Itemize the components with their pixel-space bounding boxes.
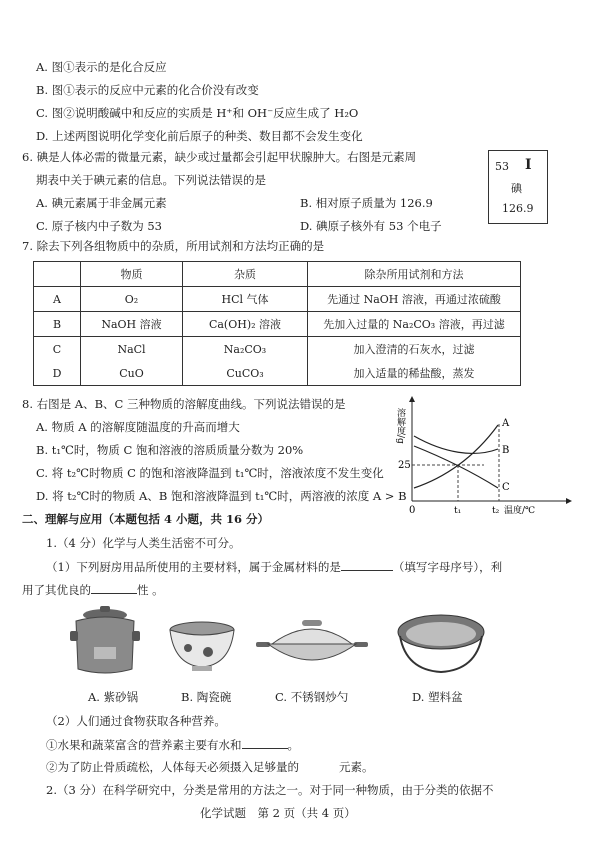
item-caption-c: C. 不锈钢炒勺 <box>275 690 349 704</box>
table-header-cell <box>34 262 81 287</box>
table-header-cell: 杂质 <box>183 262 308 287</box>
item-caption-b: B. 陶瓷碗 <box>181 690 232 704</box>
q7-stem: 7. 除去下列各组物质中的杂质，所用试剂和方法均正确的是 <box>22 239 325 253</box>
table-cell: Ca(OH)₂ 溶液 <box>183 312 308 337</box>
curve-a <box>414 425 498 488</box>
origin-label: 0 <box>409 505 416 516</box>
table-cell: 加入澄清的石灰水，过滤 <box>308 337 521 362</box>
item-caption-a: A. 紫砂锅 <box>88 690 139 704</box>
table-cell: HCl 气体 <box>183 287 308 312</box>
y-axis-label: 溶解度/g <box>395 408 405 444</box>
atomic-number: 53 <box>495 160 509 173</box>
q7-table <box>33 261 521 386</box>
plastic-basin-image <box>396 612 486 678</box>
q1-circ2 <box>46 760 374 775</box>
q2-stem: 2.（3 分）在科学研究中，分类是常用的方法之一。对于同一种物质，由于分类的依据不 <box>46 783 494 797</box>
q1-sub1-text-b: （填写字母序号），利 <box>392 560 503 574</box>
table-cell: 先通过 NaOH 溶液，再通过浓硫酸 <box>308 287 521 312</box>
solubility-curve-chart <box>395 398 574 518</box>
table-cell: CuCO₃ <box>183 361 308 386</box>
section-2-title: 二、理解与应用（本题包括 4 小题，共 16 分） <box>22 512 270 526</box>
q6-stem-line1: 6. 碘是人体必需的微量元素，缺少或过量都会引起甲状腺肿大。右图是元素周 <box>22 150 417 164</box>
q1-sub2: （2）人们通过食物获取各种营养。 <box>46 714 226 728</box>
q5-option-a: A. 图①表示的是化合反应 <box>36 60 167 74</box>
q6-option-b: B. 相对原子质量为 126.9 <box>300 196 433 210</box>
iodine-element-card <box>488 150 548 224</box>
q1-circ1-text: ①水果和蔬菜富含的营养素主要有水和 <box>46 738 242 752</box>
table-cell: CuO <box>81 361 183 386</box>
table-header-row <box>34 262 521 287</box>
table-row <box>34 287 521 312</box>
curve-label-c: C <box>502 482 510 493</box>
q5-option-d: D. 上述两图说明化学变化前后原子的种类、数目都不会发生变化 <box>36 129 363 143</box>
bowl-foot <box>192 666 212 671</box>
answer-blank[interactable] <box>341 559 393 571</box>
y-tick-25: 25 <box>398 460 411 471</box>
table-cell: Na₂CO₃ <box>183 337 308 362</box>
curve-label-b: B <box>502 445 510 456</box>
page-footer: 化学试题 第 2 页（共 4 页） <box>200 806 356 820</box>
pot-knob <box>100 606 110 612</box>
q6-option-d: D. 碘原子核外有 53 个电子 <box>300 219 442 233</box>
x-axis-arrow <box>566 498 572 504</box>
bowl-pattern <box>203 647 213 657</box>
element-name: 碘 <box>511 182 522 195</box>
bowl-body <box>170 630 234 667</box>
bowl-pattern <box>184 644 192 652</box>
table-row <box>34 361 521 386</box>
pot-handle-right <box>132 631 140 641</box>
table-cell: 先加入过量的 Na₂CO₃ 溶液，再过滤 <box>308 312 521 337</box>
q1-circ1-end: 。 <box>287 738 299 752</box>
atomic-mass: 126.9 <box>502 202 534 215</box>
table-header-cell: 物质 <box>81 262 183 287</box>
answer-blank[interactable] <box>242 737 288 749</box>
element-symbol: I <box>525 157 532 173</box>
q1-sub1-text-a: （1）下列厨房用品所使用的主要材料，属于金属材料的是 <box>46 560 341 574</box>
wok-lid-knob <box>302 620 322 626</box>
q1-circ2-text: ②为了防止骨质疏松，人体每天必须摄入足够量的 <box>46 760 299 774</box>
wok-lid <box>272 629 352 644</box>
t2-label: t₂ <box>492 506 500 516</box>
q8-option-d: D. 将 t₂℃时的物质 A、B 饱和溶液降温到 t₁℃时，两溶液的浓度 A > B <box>36 489 407 503</box>
pot-panel <box>94 647 116 659</box>
stainless-wok-image <box>256 618 368 674</box>
q8-option-a: A. 物质 A 的溶解度随温度的升高而增大 <box>36 420 240 434</box>
table-cell: B <box>34 312 81 337</box>
table-cell: A <box>34 287 81 312</box>
q5-option-b: B. 图①表示的反应中元素的化合价没有改变 <box>36 83 259 97</box>
q1-sub1-line1 <box>46 559 502 575</box>
q1-stem: 1.（4 分）化学与人类生活密不可分。 <box>46 536 241 550</box>
q5-option-c: C. 图②说明酸碱中和反应的实质是 H⁺和 OH⁻反应生成了 H₂O <box>36 106 359 120</box>
q1-circ1 <box>46 737 299 753</box>
q1-circ2-end: 元素。 <box>339 760 374 774</box>
table-cell: NaOH 溶液 <box>81 312 183 337</box>
table-row <box>34 337 521 362</box>
item-caption-d: D. 塑料盆 <box>412 690 463 704</box>
table-cell: C <box>34 337 81 362</box>
basin-inside <box>406 622 476 646</box>
q6-stem-line2: 期表中关于碘元素的信息。下列说法错误的是 <box>36 173 266 187</box>
q8-stem: 8. 右图是 A、B、C 三种物质的溶解度曲线。下列说法错误的是 <box>22 397 346 411</box>
y-axis-arrow <box>409 396 415 402</box>
ceramic-bowl-image <box>168 620 236 675</box>
q1-sub1-line2 <box>22 582 164 598</box>
pot-body <box>76 617 134 673</box>
table-cell: 加入适量的稀盐酸，蒸发 <box>308 361 521 386</box>
answer-blank[interactable] <box>91 582 137 594</box>
t1-label: t₁ <box>454 506 462 516</box>
table-row <box>34 312 521 337</box>
wok-body <box>268 644 356 660</box>
x-axis-label: 温度/℃ <box>504 506 536 516</box>
clay-pot-image <box>70 603 140 683</box>
q6-option-c: C. 原子核内中子数为 53 <box>36 219 162 233</box>
table-cell: O₂ <box>81 287 183 312</box>
q1-sub1-text-d: 性 。 <box>137 583 164 597</box>
q8-option-b: B. t₁℃时，物质 C 饱和溶液的溶质质量分数为 20% <box>36 443 304 457</box>
answer-blank[interactable] <box>299 760 339 771</box>
q8-option-c: C. 将 t₂℃时物质 C 的饱和溶液降温到 t₁℃时，溶液浓度不发生变化 <box>36 466 384 480</box>
curve-label-a: A <box>502 418 510 429</box>
table-cell: NaCl <box>81 337 183 362</box>
table-header-cell: 除杂所用试剂和方法 <box>308 262 521 287</box>
q1-sub1-text-c: 用了其优良的 <box>22 583 91 597</box>
table-cell: D <box>34 361 81 386</box>
pot-handle-left <box>70 631 78 641</box>
q6-option-a: A. 碘元素属于非金属元素 <box>36 196 167 210</box>
